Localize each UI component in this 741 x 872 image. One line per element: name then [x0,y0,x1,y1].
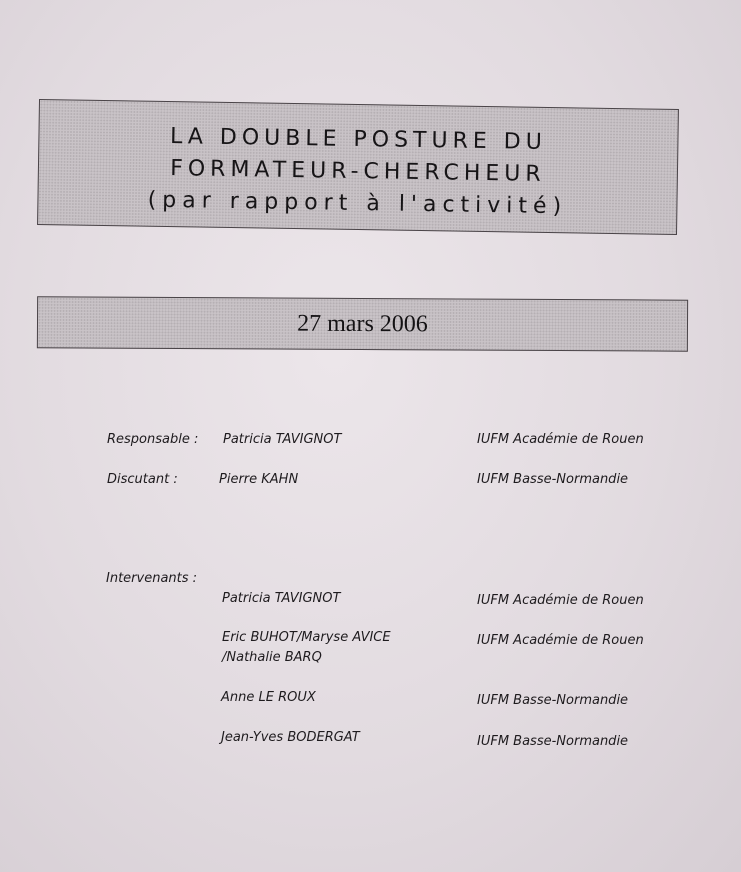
responsable-institution: IUFM Académie de Rouen [477,432,644,447]
discutant-label: Discutant : [107,472,178,487]
intervenant-institution: IUFM Basse-Normandie [477,693,629,708]
date-box [37,296,688,351]
title-box [37,99,679,235]
discutant-name: Pierre KAHN [219,472,299,487]
intervenant-name: Eric BUHOT/Maryse AVICE /Nathalie BARQ [222,630,391,665]
responsable-label: Responsable : [107,432,199,447]
title-line-3: (par rapport à l'activité) [147,187,568,220]
date-text: 27 mars 2006 [297,310,428,338]
intervenant-institution: IUFM Académie de Rouen [477,593,644,608]
intervenants-label: Intervenants : [106,571,198,586]
discutant-institution: IUFM Basse-Normandie [477,472,629,487]
responsable-name: Patricia TAVIGNOT [223,432,342,447]
intervenant-institution: IUFM Basse-Normandie [477,734,629,749]
title-line-1: LA DOUBLE POSTURE DU [169,124,547,155]
intervenant-name: Jean-Yves BODERGAT [221,730,360,745]
intervenant-name: Patricia TAVIGNOT [222,591,341,606]
intervenant-name: Anne LE ROUX [221,690,316,705]
title-line-2: FORMATEUR-CHERCHEUR [169,156,546,187]
intervenant-institution: IUFM Académie de Rouen [477,633,644,648]
